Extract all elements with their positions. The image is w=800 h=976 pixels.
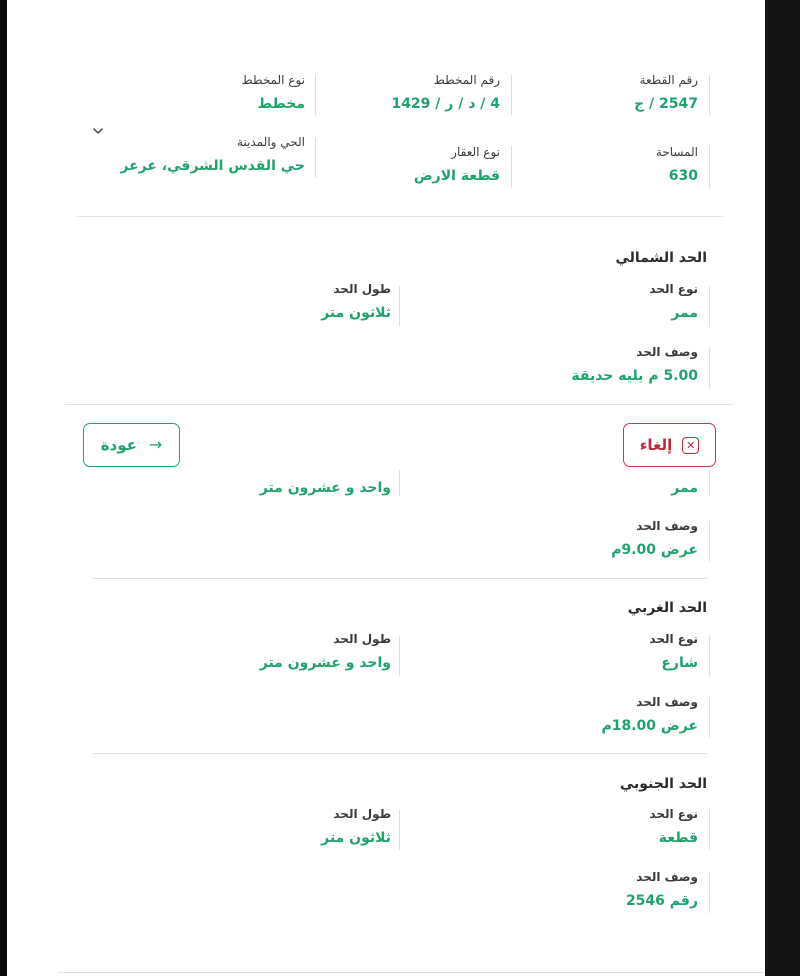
back-button[interactable] bbox=[83, 423, 180, 467]
close-square-icon: ✕ bbox=[682, 437, 699, 454]
divider bbox=[709, 348, 710, 388]
east-length-value: واحد و عشرون متر bbox=[259, 480, 391, 496]
east-desc-value: عرض 9.00م bbox=[611, 542, 698, 558]
west-type-label: نوع الحد bbox=[649, 632, 698, 646]
west-type-field bbox=[649, 631, 698, 673]
west-desc-value: عرض 18.00م bbox=[601, 718, 698, 734]
divider bbox=[511, 75, 512, 115]
plan-type-field bbox=[242, 72, 305, 114]
screen-edge-right bbox=[765, 0, 800, 976]
plan-number-value: 4 / د / ر / 1429 bbox=[391, 96, 500, 112]
divider bbox=[709, 75, 710, 115]
east-type-value: ممر bbox=[671, 480, 698, 496]
north-boundary-title: الحد الشمالي bbox=[615, 250, 707, 266]
east-length-field bbox=[260, 470, 391, 498]
east-desc-label: وصف الحد bbox=[636, 519, 698, 533]
south-type-label: نوع الحد bbox=[649, 807, 698, 821]
west-desc-label: وصف الحد bbox=[636, 695, 698, 709]
divider bbox=[709, 873, 710, 913]
north-length-value: ثلاثون متر bbox=[321, 305, 391, 321]
screen-edge-left bbox=[0, 0, 7, 976]
back-button-label: عودة bbox=[100, 436, 137, 454]
south-desc-label: وصف الحد bbox=[636, 870, 698, 884]
south-type-value: قطعة bbox=[658, 830, 698, 846]
north-type-field bbox=[649, 281, 698, 323]
divider bbox=[709, 286, 710, 326]
property-type-value: قطعة الارض bbox=[413, 168, 500, 184]
south-boundary-title: الحد الجنوبي bbox=[619, 776, 707, 792]
west-length-label: طول الحد bbox=[333, 632, 391, 646]
arrow-right-icon: → bbox=[148, 435, 163, 454]
plot-number-field bbox=[634, 72, 698, 114]
west-length-field bbox=[260, 631, 391, 673]
east-desc-field bbox=[611, 518, 698, 560]
south-type-field bbox=[649, 806, 698, 848]
divider bbox=[511, 146, 512, 188]
south-desc-value: رقم 2546 bbox=[625, 893, 698, 909]
plan-type-label: نوع المخطط bbox=[241, 73, 305, 87]
plan-type-value: مخطط bbox=[257, 96, 305, 112]
west-desc-field bbox=[601, 694, 698, 736]
north-length-field bbox=[321, 281, 391, 323]
section-divider bbox=[93, 753, 708, 754]
section-divider bbox=[65, 404, 733, 405]
divider bbox=[315, 75, 316, 115]
north-desc-label: وصف الحد bbox=[636, 345, 698, 359]
district-city-value: حي القدس الشرقي، عرعر bbox=[120, 158, 305, 174]
north-type-label: نوع الحد bbox=[649, 282, 698, 296]
west-type-value: شارع bbox=[661, 655, 698, 671]
divider bbox=[709, 810, 710, 850]
south-desc-field bbox=[626, 869, 698, 911]
area-value: 630 bbox=[668, 168, 698, 184]
divider bbox=[709, 146, 710, 188]
divider bbox=[709, 470, 710, 496]
north-length-label: طول الحد bbox=[333, 282, 391, 296]
divider bbox=[399, 636, 400, 676]
plan-number-field bbox=[391, 72, 500, 114]
section-divider bbox=[93, 578, 708, 579]
divider bbox=[399, 810, 400, 850]
property-type-label: نوع العقار bbox=[451, 145, 500, 159]
divider bbox=[399, 286, 400, 326]
east-type-field bbox=[671, 470, 698, 498]
west-boundary-title: الحد الغربي bbox=[627, 600, 707, 616]
chevron-down-icon[interactable] bbox=[91, 124, 105, 138]
west-length-value: واحد و عشرون متر bbox=[259, 655, 391, 671]
area-field bbox=[656, 144, 698, 186]
district-city-field bbox=[120, 134, 305, 176]
divider bbox=[399, 470, 400, 496]
area-label: المساحة bbox=[655, 145, 698, 159]
plot-number-value: 2547 / ج bbox=[634, 96, 698, 112]
cancel-button-label: إلغاء bbox=[639, 436, 673, 454]
section-divider bbox=[77, 216, 723, 217]
north-desc-value: 5.00 م يليه حديقة bbox=[571, 368, 698, 384]
north-desc-field bbox=[571, 344, 698, 386]
north-type-value: ممر bbox=[671, 305, 698, 321]
bottom-divider bbox=[58, 972, 763, 973]
cancel-button[interactable] bbox=[623, 423, 716, 467]
south-length-label: طول الحد bbox=[333, 807, 391, 821]
divider bbox=[709, 698, 710, 738]
plot-number-label: رقم القطعة bbox=[639, 73, 698, 87]
south-length-field bbox=[321, 806, 391, 848]
south-length-value: ثلاثون متر bbox=[321, 830, 391, 846]
property-type-field bbox=[414, 144, 500, 186]
plan-number-label: رقم المخطط bbox=[433, 73, 500, 87]
divider bbox=[315, 138, 316, 178]
divider bbox=[709, 522, 710, 562]
district-city-label: الحي والمدينة bbox=[237, 135, 305, 149]
divider bbox=[709, 636, 710, 676]
